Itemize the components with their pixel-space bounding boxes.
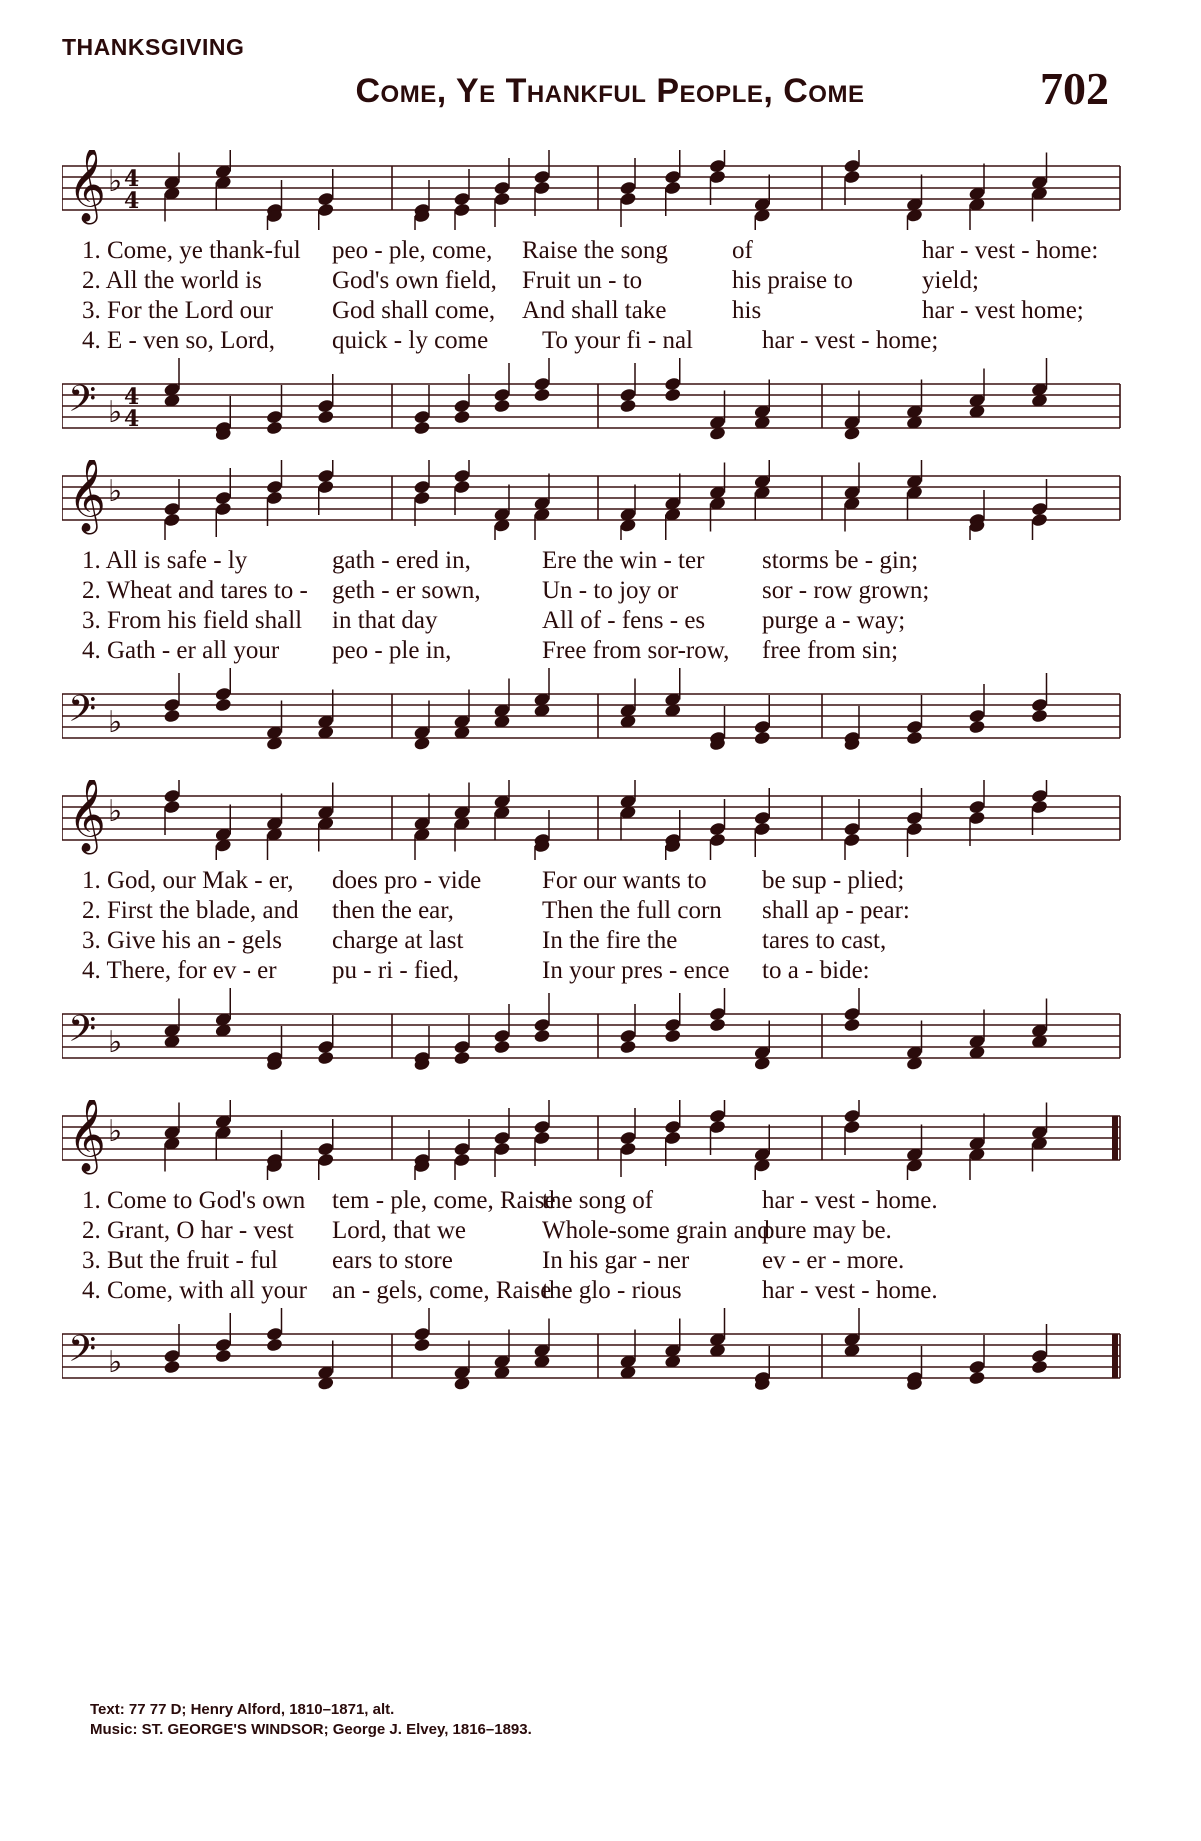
lyric-segment: of	[732, 237, 753, 264]
final-barline	[1112, 1334, 1118, 1378]
lyric-segment: purge a - way;	[762, 607, 906, 634]
lyric-segment: be sup - plied;	[762, 867, 905, 894]
verse-block	[62, 860, 1122, 988]
note-head	[619, 398, 637, 413]
lyric-segment: then the ear,	[332, 897, 454, 924]
lyric-segment: tares to cast,	[762, 927, 887, 954]
note-head	[453, 1050, 471, 1065]
lyric-segment: 3. For the Lord our	[82, 297, 273, 324]
lyric-segment: 3. But the fruit - ful	[82, 1247, 278, 1274]
note-head	[533, 1028, 551, 1043]
music-system-2	[62, 460, 1122, 758]
flat-icon: ♭	[108, 1114, 123, 1149]
lyric-segment: peo - ple, come,	[332, 237, 493, 264]
flat-icon: ♭	[108, 794, 123, 829]
lyric-segment: har - vest home;	[922, 297, 1084, 324]
note-head	[753, 730, 771, 745]
lyric-segment: the song of	[542, 1187, 654, 1214]
lyric-segment: har - vest - home;	[762, 327, 939, 354]
lyric-segment: his	[732, 297, 762, 324]
lyric-segment: 3. Give his an - gels	[82, 927, 282, 954]
treble-staff	[62, 460, 1122, 540]
lyric-segment: har - vest - home.	[762, 1277, 938, 1304]
note-head	[413, 1337, 431, 1352]
lyric-segment: 4. There, for ev - er	[82, 957, 277, 984]
lyric-segment: gath - ered in,	[332, 547, 471, 574]
lyric-segment: In your pres - ence	[542, 957, 730, 984]
note-head	[533, 387, 551, 402]
lyric-segment: ears to store	[332, 1247, 453, 1274]
note-head	[619, 1039, 637, 1054]
lyric-segment: God shall come,	[332, 297, 496, 324]
lyric-segment: Then the full corn	[542, 897, 722, 924]
verse-block	[62, 230, 1122, 358]
lyric-segment: All of - fens - es	[542, 607, 706, 634]
lyric-segment: Whole-some grain and	[542, 1217, 770, 1244]
lyric-segment: 4. Gath - er all your	[82, 637, 280, 664]
lyric-segment: And shall take	[522, 297, 667, 324]
note-head	[843, 1017, 861, 1032]
note-head	[317, 409, 335, 424]
lyric-segment: 4. Come, with all your	[82, 1277, 307, 1304]
credits	[90, 1700, 532, 1740]
lyric-segment: storms be - gin;	[762, 547, 919, 574]
lyric-segment: does pro - vide	[332, 867, 482, 894]
lyric-segment: Fruit un - to	[522, 267, 643, 294]
verse-block	[62, 540, 1122, 668]
lyric-segment: sor - row grown;	[762, 577, 930, 604]
verse-block	[62, 1180, 1122, 1308]
lyric-segment: geth - er sown,	[332, 577, 481, 604]
note-head	[266, 420, 284, 435]
lyric-segment: Ere the win - ter	[542, 547, 705, 574]
bass-staff	[62, 1308, 1122, 1398]
lyric-segment: To your fi - nal	[542, 327, 693, 354]
lyric-segment: 1. God, our Mak - er,	[82, 867, 294, 894]
treble-clef-icon: 𝄞	[68, 780, 106, 852]
music-system-1	[62, 150, 1122, 448]
lyric-segment: Lord, that we	[332, 1217, 466, 1244]
flat-icon: ♭	[108, 705, 123, 740]
flat-icon: ♭	[108, 1025, 123, 1060]
bass-clef-icon: 𝄢	[68, 1328, 97, 1379]
lyric-segment: to a - bide:	[762, 957, 870, 984]
note-head	[493, 1039, 511, 1054]
time-signature: 4	[124, 384, 140, 410]
section-heading: THANKSGIVING	[62, 34, 245, 60]
note-head	[413, 420, 431, 435]
lyric-segment: God's own field,	[332, 267, 497, 294]
bass-staff	[62, 668, 1122, 758]
hymn-number: 702	[1040, 63, 1109, 114]
treble-staff	[62, 1100, 1122, 1180]
note-head	[664, 387, 682, 402]
final-barline	[1112, 1116, 1118, 1160]
lyric-segment: ev - er - more.	[762, 1247, 905, 1274]
bass-clef-icon: 𝄢	[68, 1008, 97, 1059]
lyric-segment: yield;	[922, 267, 979, 294]
time-signature: 4	[124, 188, 140, 214]
lyric-segment: 3. From his field shall	[82, 607, 303, 634]
lyric-segment: 1. Come, ye thank-ful	[82, 237, 301, 264]
lyric-segment: In the fire the	[542, 927, 678, 954]
lyric-segment: tem - ple, come, Raise	[332, 1187, 556, 1214]
lyric-segment: Un - to joy or	[542, 577, 679, 604]
note-head	[968, 1370, 986, 1385]
flat-icon: ♭	[108, 1345, 123, 1380]
note-head	[317, 1050, 335, 1065]
note-head	[1031, 1359, 1049, 1374]
note-head	[968, 719, 986, 734]
lyric-segment: In his gar - ner	[542, 1247, 690, 1274]
lyric-segment: quick - ly come	[332, 327, 489, 354]
lyric-segment: 1. All is safe - ly	[82, 547, 248, 574]
lyric-segment: 1. Come to God's own	[82, 1187, 306, 1214]
bass-staff	[62, 988, 1122, 1078]
lyric-segment: har - vest - home:	[922, 237, 1099, 264]
lyric-segment: har - vest - home.	[762, 1187, 938, 1214]
bass-clef-icon: 𝄢	[68, 688, 97, 739]
note-head	[163, 708, 181, 723]
note-head	[214, 1348, 232, 1363]
lyric-segment: 2. All the world is	[82, 267, 262, 294]
music-system-3	[62, 780, 1122, 1078]
lyric-segment: 2. Wheat and tares to -	[82, 577, 308, 604]
lyric-segment: pu - ri - fied,	[332, 957, 460, 984]
lyric-segment: 2. First the blade, and	[82, 897, 299, 924]
lyric-segment: charge at last	[332, 927, 464, 954]
lyric-segment: peo - ple in,	[332, 637, 452, 664]
lyric-segment: the glo - rious	[542, 1277, 682, 1304]
lyric-segment: pure may be.	[762, 1217, 892, 1244]
note-head	[493, 398, 511, 413]
bass-clef-icon: 𝄢	[68, 378, 97, 429]
lyric-segment: an - gels, come, Raise	[332, 1277, 552, 1304]
lyric-segment: in that day	[332, 607, 438, 634]
lyric-segment: Raise the song	[522, 237, 668, 264]
lyric-segment: 2. Grant, O har - vest	[82, 1217, 294, 1244]
flat-icon: ♭	[108, 474, 123, 509]
treble-clef-icon: 𝄞	[68, 460, 106, 532]
lyric-segment: 4. E - ven so, Lord,	[82, 327, 276, 354]
treble-clef-icon: 𝄞	[68, 1100, 106, 1172]
hymn-title: Come, Ye Thankful People, Come	[355, 72, 865, 110]
text-credit: Text: 77 77 D; Henry Alford, 1810–1871, alt.	[90, 1701, 395, 1718]
note-head	[163, 1359, 181, 1374]
note-head	[453, 409, 471, 424]
lyric-segment: Free from sor-row,	[542, 637, 730, 664]
treble-staff	[62, 150, 1122, 230]
treble-staff	[62, 780, 1122, 860]
lyric-segment: free from sin;	[762, 637, 899, 664]
music-system-4	[62, 1100, 1122, 1398]
time-signature: 4	[124, 166, 140, 192]
note-head	[266, 1337, 284, 1352]
treble-clef-icon: 𝄞	[68, 150, 106, 222]
note-head	[709, 1017, 727, 1032]
note-head	[664, 1028, 682, 1043]
lyric-segment: For our wants to	[542, 867, 707, 894]
music-credit: Music: ST. GEORGE'S WINDSOR; George J. Elvey, 1816–1893.	[90, 1721, 532, 1738]
lyric-segment: his praise to	[732, 267, 853, 294]
flat-icon: ♭	[108, 164, 123, 199]
note-head	[214, 697, 232, 712]
note-head	[1031, 708, 1049, 723]
bass-staff	[62, 358, 1122, 448]
time-signature: 4	[124, 406, 140, 432]
flat-icon: ♭	[108, 395, 123, 430]
lyric-segment: shall ap - pear:	[762, 897, 910, 924]
note-head	[906, 730, 924, 745]
